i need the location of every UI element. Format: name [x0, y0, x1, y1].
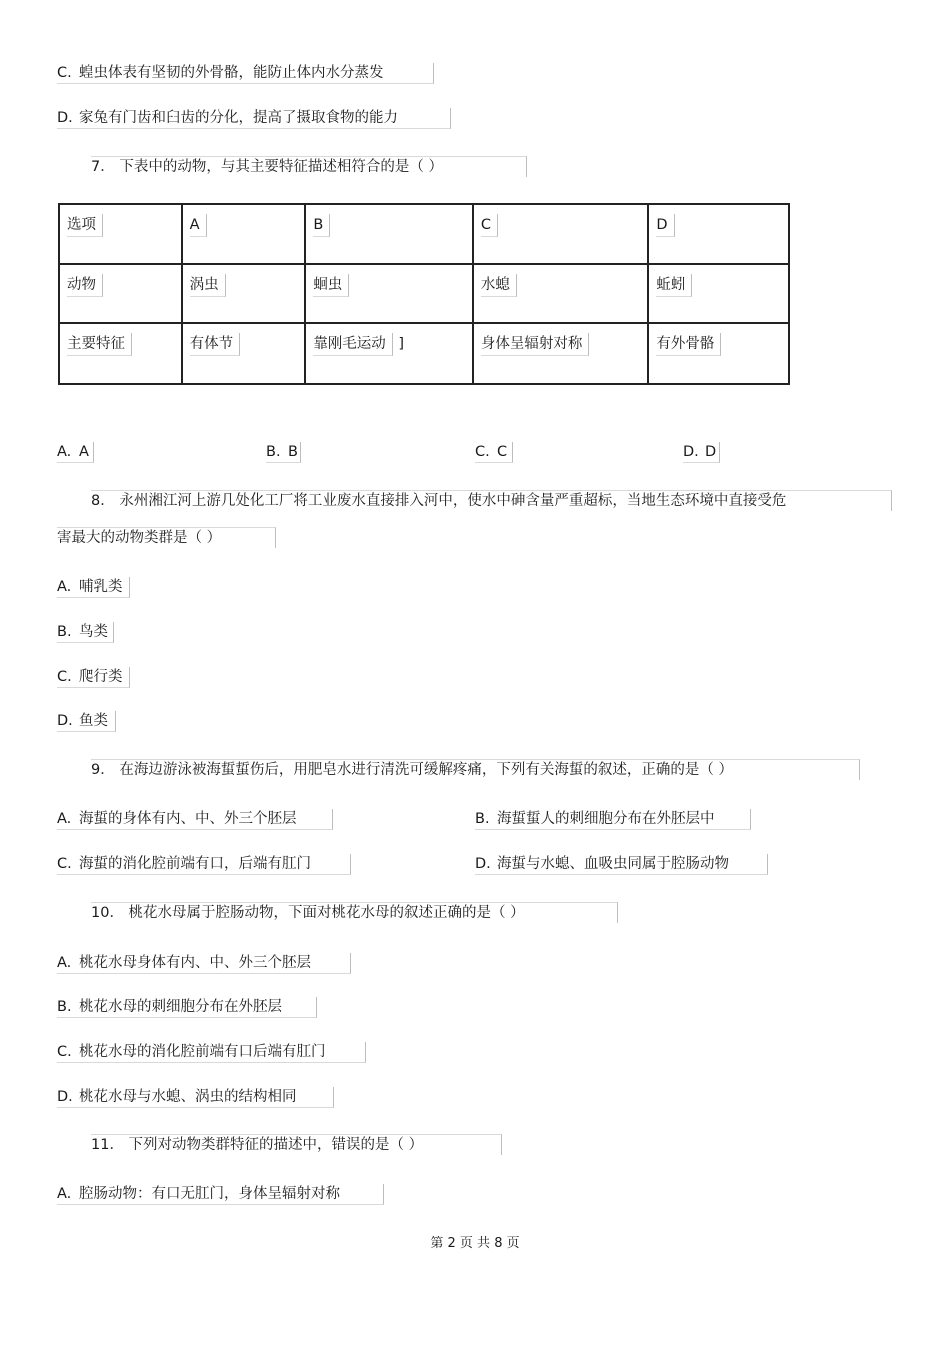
option-label: D. — [683, 444, 699, 460]
cell-text: 蛔虫 — [313, 274, 349, 297]
text-frame — [57, 108, 451, 129]
table-cell — [59, 204, 182, 264]
option-label: A. — [57, 811, 72, 827]
cell-text: B — [313, 214, 330, 237]
option-label: C. — [57, 1044, 72, 1060]
text-frame — [475, 442, 513, 463]
q7-table — [58, 203, 790, 385]
text-frame — [57, 63, 434, 84]
q8-stem-line2: 害最大的动物类群是（ ） — [57, 530, 222, 546]
option-text: 桃花水母的刺细胞分布在外胚层 — [79, 999, 282, 1015]
option-label: C. — [57, 65, 72, 81]
text-frame — [266, 442, 301, 463]
option-label: D. — [57, 110, 73, 126]
option-text: B — [288, 444, 298, 460]
option-text: 蝗虫体表有坚韧的外骨骼，能防止体内水分蒸发 — [79, 65, 384, 81]
option-label: D. — [57, 713, 73, 729]
table-cell — [59, 323, 182, 384]
option-text: 桃花水母身体有内、中、外三个胚层 — [79, 955, 311, 971]
q7-stem: 7． 下表中的动物，与其主要特征描述相符合的是（ ） — [91, 159, 443, 175]
table-cell — [473, 323, 649, 384]
option-label: A. — [57, 1186, 72, 1202]
text-frame — [57, 622, 114, 643]
table-row-animals — [59, 264, 789, 323]
text-frame — [91, 902, 618, 923]
option-label: A. — [57, 579, 72, 595]
table-cell — [305, 204, 473, 264]
text-frame — [91, 1134, 502, 1155]
text-frame — [57, 953, 351, 974]
option-text: 鱼类 — [79, 713, 108, 729]
text-frame — [57, 527, 276, 548]
option-text: 桃花水母的消化腔前端有口后端有肛门 — [79, 1044, 326, 1060]
option-text: C — [497, 444, 508, 460]
text-frame — [57, 442, 94, 463]
text-frame — [475, 854, 768, 875]
table-cell — [182, 323, 306, 384]
cell-text: A — [190, 214, 207, 237]
option-text: 家兔有门齿和臼齿的分化，提高了摄取食物的能力 — [79, 110, 398, 126]
option-label: C. — [57, 856, 72, 872]
option-text: A — [79, 444, 89, 460]
text-frame — [683, 442, 720, 463]
text-frame — [57, 1184, 384, 1205]
option-text: 海蜇的消化腔前端有口，后端有肛门 — [79, 856, 311, 872]
table-cell — [59, 264, 182, 323]
stray-mark: ] — [398, 336, 404, 352]
text-frame — [57, 711, 116, 732]
cell-text: 涡虫 — [190, 274, 226, 297]
table-cell — [473, 204, 649, 264]
text-frame — [57, 1087, 334, 1108]
option-label: D. — [475, 856, 491, 872]
text-frame — [57, 577, 130, 598]
table-cell — [648, 323, 789, 384]
option-text: 爬行类 — [79, 669, 123, 685]
cell-text: 动物 — [67, 274, 103, 297]
cell-text: D — [656, 214, 674, 237]
option-label: C. — [57, 669, 72, 685]
option-text: 哺乳类 — [79, 579, 123, 595]
option-label: A. — [57, 955, 72, 971]
option-label: B. — [266, 444, 281, 460]
cell-text: 水螅 — [481, 274, 517, 297]
option-label: C. — [475, 444, 490, 460]
table-cell — [182, 204, 306, 264]
option-label: B. — [475, 811, 490, 827]
cell-text: 靠刚毛运动 — [313, 333, 393, 356]
table-cell — [648, 264, 789, 323]
option-text: 鸟类 — [79, 624, 108, 640]
option-label: A. — [57, 444, 72, 460]
q11-stem: 11． 下列对动物类群特征的描述中，错误的是（ ） — [91, 1137, 424, 1153]
cell-text: 有外骨骼 — [656, 333, 721, 356]
option-label: B. — [57, 624, 72, 640]
table-cell — [473, 264, 649, 323]
text-frame — [91, 490, 892, 511]
text-frame — [57, 997, 317, 1018]
text-frame — [91, 759, 860, 780]
option-text: D — [705, 444, 717, 460]
cell-text: 主要特征 — [67, 333, 132, 356]
option-text: 海蜇与水螅、血吸虫同属于腔肠动物 — [497, 856, 729, 872]
q9-stem: 9． 在海边游泳被海蜇蜇伤后，用肥皂水进行清洗可缓解疼痛，下列有关海蜇的叙述，正确的是（ ） — [91, 762, 733, 778]
table-row-features — [59, 323, 789, 384]
option-label: B. — [57, 999, 72, 1015]
text-frame — [57, 1042, 366, 1063]
table-row-header — [59, 204, 789, 264]
cell-text: C — [481, 214, 498, 237]
option-text: 腔肠动物：有口无肛门，身体呈辐射对称 — [79, 1186, 340, 1202]
text-frame — [475, 809, 751, 830]
cell-text: 身体呈辐射对称 — [481, 333, 590, 356]
table-cell — [305, 323, 473, 384]
option-label: D. — [57, 1089, 73, 1105]
option-text: 海蜇蜇人的刺细胞分布在外胚层中 — [497, 811, 715, 827]
q8-stem-line1: 8． 永州湘江河上游几处化工厂将工业废水直接排入河中，使水中砷含量严重超标，当地生态环境中直接受危 — [91, 493, 787, 509]
text-frame — [91, 156, 527, 177]
q10-stem: 10． 桃花水母属于腔肠动物，下面对桃花水母的叙述正确的是（ ） — [91, 905, 525, 921]
text-frame — [57, 667, 130, 688]
page-footer: 第 2 页 共 8 页 — [430, 1236, 520, 1251]
table-cell — [182, 264, 306, 323]
option-text: 海蜇的身体有内、中、外三个胚层 — [79, 811, 297, 827]
cell-text: 选项 — [67, 214, 103, 237]
text-frame — [57, 854, 351, 875]
text-frame — [57, 809, 333, 830]
table-cell — [305, 264, 473, 323]
table-cell — [648, 204, 789, 264]
cell-text: 蚯蚓 — [656, 274, 692, 297]
cell-text: 有体节 — [190, 333, 241, 356]
option-text: 桃花水母与水螅、涡虫的结构相同 — [79, 1089, 297, 1105]
